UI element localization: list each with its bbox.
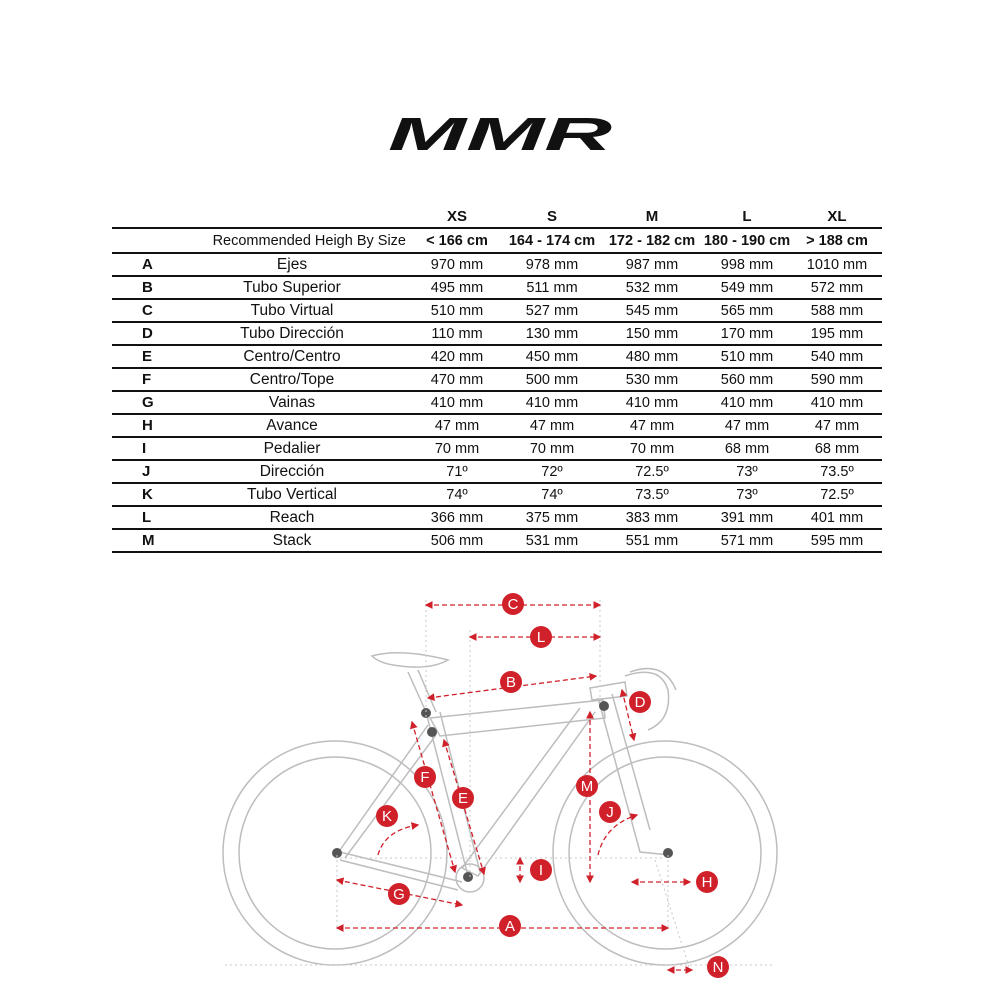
- measure-value: 510 mm: [702, 345, 792, 368]
- measure-value: 47 mm: [702, 414, 792, 437]
- measure-value: 391 mm: [702, 506, 792, 529]
- recommended-height-value: 164 - 174 cm: [502, 228, 602, 253]
- measure-value: 410 mm: [702, 391, 792, 414]
- measure-value: 70 mm: [412, 437, 502, 460]
- recommended-height-label: Recommended Heigh By Size: [112, 228, 412, 253]
- measure-value: 551 mm: [602, 529, 702, 552]
- measure-value: 506 mm: [412, 529, 502, 552]
- recommended-height-value: 172 - 182 cm: [602, 228, 702, 253]
- measure-value: 998 mm: [702, 253, 792, 276]
- measure-value: 74º: [412, 483, 502, 506]
- stem: [590, 682, 627, 700]
- measure-value: 73.5º: [792, 460, 882, 483]
- geometry-row: [112, 506, 882, 529]
- svg-text:B: B: [505, 674, 517, 691]
- dim-k: [378, 825, 418, 855]
- svg-text:E: E: [457, 790, 469, 807]
- measure-value: 410 mm: [502, 391, 602, 414]
- size-header: XL: [792, 205, 882, 228]
- measure-value: 72º: [502, 460, 602, 483]
- svg-text:F: F: [420, 769, 430, 786]
- badge-n: [707, 956, 729, 978]
- size-header: S: [502, 205, 602, 228]
- recommended-height-value: > 188 cm: [792, 228, 882, 253]
- measure-value: 532 mm: [602, 276, 702, 299]
- measure-value: 572 mm: [792, 276, 882, 299]
- geometry-row: [112, 276, 882, 299]
- bike-geometry-diagram: [200, 580, 800, 990]
- measure-name: Tubo Dirección: [172, 322, 412, 345]
- measure-name: Tubo Vertical: [172, 483, 412, 506]
- measure-value: 590 mm: [792, 368, 882, 391]
- measure-code: A: [112, 253, 172, 276]
- measure-value: 195 mm: [792, 322, 882, 345]
- recommended-height-row: [112, 228, 882, 253]
- measure-value: 470 mm: [412, 368, 502, 391]
- measure-value: 530 mm: [602, 368, 702, 391]
- measure-value: 565 mm: [702, 299, 792, 322]
- badge-h: [696, 871, 718, 893]
- measure-code: D: [112, 322, 172, 345]
- measure-code: K: [112, 483, 172, 506]
- measure-value: 73.5º: [602, 483, 702, 506]
- top-tube: [430, 700, 605, 736]
- geometry-row: [112, 391, 882, 414]
- badge-a: [499, 915, 521, 937]
- measure-value: 987 mm: [602, 253, 702, 276]
- geometry-row: [112, 414, 882, 437]
- measure-name: Ejes: [172, 253, 412, 276]
- measure-value: 495 mm: [412, 276, 502, 299]
- measure-value: 511 mm: [502, 276, 602, 299]
- measure-value: 383 mm: [602, 506, 702, 529]
- geometry-row: [112, 368, 882, 391]
- measure-value: 70 mm: [502, 437, 602, 460]
- measure-code: J: [112, 460, 172, 483]
- size-header-row: [112, 205, 882, 228]
- svg-text:N: N: [712, 959, 724, 976]
- geometry-table: [112, 205, 882, 553]
- measure-value: 560 mm: [702, 368, 792, 391]
- badge-c: [502, 593, 524, 615]
- size-header: L: [702, 205, 792, 228]
- bike-outline: [223, 653, 777, 965]
- measure-value: 510 mm: [412, 299, 502, 322]
- svg-text:G: G: [393, 886, 405, 903]
- svg-text:A: A: [504, 918, 516, 935]
- measure-name: Tubo Virtual: [172, 299, 412, 322]
- measure-name: Stack: [172, 529, 412, 552]
- measure-value: 540 mm: [792, 345, 882, 368]
- recommended-height-value: < 166 cm: [412, 228, 502, 253]
- measure-value: 110 mm: [412, 322, 502, 345]
- badge-f: [414, 766, 436, 788]
- badge-l: [530, 626, 552, 648]
- measure-code: F: [112, 368, 172, 391]
- measure-value: 72.5º: [792, 483, 882, 506]
- mmr-logo: [385, 112, 615, 156]
- measure-value: 595 mm: [792, 529, 882, 552]
- measure-code: G: [112, 391, 172, 414]
- measure-value: 71º: [412, 460, 502, 483]
- measure-name: Tubo Superior: [172, 276, 412, 299]
- measure-code: I: [112, 437, 172, 460]
- geometry-row: [112, 460, 882, 483]
- geometry-row: [112, 345, 882, 368]
- measure-code: M: [112, 529, 172, 552]
- measure-code: B: [112, 276, 172, 299]
- geometry-row: [112, 322, 882, 345]
- measure-value: 480 mm: [602, 345, 702, 368]
- measure-value: 549 mm: [702, 276, 792, 299]
- measure-value: 545 mm: [602, 299, 702, 322]
- measure-code: H: [112, 414, 172, 437]
- svg-text:K: K: [381, 808, 393, 825]
- geometry-row: [112, 299, 882, 322]
- badge-m: [576, 775, 598, 797]
- measure-value: 410 mm: [792, 391, 882, 414]
- saddle: [372, 653, 448, 667]
- measure-value: 150 mm: [602, 322, 702, 345]
- measure-value: 47 mm: [602, 414, 702, 437]
- measure-name: Avance: [172, 414, 412, 437]
- badge-b: [500, 671, 522, 693]
- measure-value: 588 mm: [792, 299, 882, 322]
- measure-name: Dirección: [172, 460, 412, 483]
- badge-g: [388, 883, 410, 905]
- measure-value: 72.5º: [602, 460, 702, 483]
- measure-value: 978 mm: [502, 253, 602, 276]
- size-header: XS: [412, 205, 502, 228]
- measure-value: 47 mm: [412, 414, 502, 437]
- measure-value: 68 mm: [702, 437, 792, 460]
- measure-code: C: [112, 299, 172, 322]
- measure-value: 500 mm: [502, 368, 602, 391]
- logo-text: MMR: [388, 112, 612, 156]
- badge-e: [452, 787, 474, 809]
- badge-i: [530, 859, 552, 881]
- measure-name: Centro/Centro: [172, 345, 412, 368]
- measure-name: Centro/Tope: [172, 368, 412, 391]
- measure-value: 420 mm: [412, 345, 502, 368]
- guide-lines: [225, 600, 775, 970]
- measure-value: 531 mm: [502, 529, 602, 552]
- measure-value: 410 mm: [602, 391, 702, 414]
- measure-value: 410 mm: [412, 391, 502, 414]
- measure-value: 401 mm: [792, 506, 882, 529]
- badge-j: [599, 801, 621, 823]
- measure-value: 970 mm: [412, 253, 502, 276]
- measure-code: E: [112, 345, 172, 368]
- geometry-row: [112, 483, 882, 506]
- measure-name: Vainas: [172, 391, 412, 414]
- measure-value: 73º: [702, 460, 792, 483]
- measure-value: 130 mm: [502, 322, 602, 345]
- svg-text:H: H: [701, 874, 713, 891]
- svg-text:M: M: [580, 778, 594, 795]
- measure-value: 47 mm: [792, 414, 882, 437]
- measure-value: 375 mm: [502, 506, 602, 529]
- measure-value: 170 mm: [702, 322, 792, 345]
- measure-value: 527 mm: [502, 299, 602, 322]
- measure-value: 450 mm: [502, 345, 602, 368]
- seatpost: [408, 670, 436, 712]
- dimension-badges: [376, 593, 729, 978]
- measure-value: 571 mm: [702, 529, 792, 552]
- measure-value: 70 mm: [602, 437, 702, 460]
- svg-text:D: D: [634, 694, 646, 711]
- badge-d: [629, 691, 651, 713]
- badge-k: [376, 805, 398, 827]
- measure-value: 73º: [702, 483, 792, 506]
- geometry-row: [112, 253, 882, 276]
- measure-name: Reach: [172, 506, 412, 529]
- size-header: M: [602, 205, 702, 228]
- recommended-height-value: 180 - 190 cm: [702, 228, 792, 253]
- measure-value: 47 mm: [502, 414, 602, 437]
- measure-value: 68 mm: [792, 437, 882, 460]
- measure-code: L: [112, 506, 172, 529]
- svg-text:I: I: [538, 862, 544, 879]
- measure-value: 1010 mm: [792, 253, 882, 276]
- geometry-row: [112, 529, 882, 552]
- measure-value: 366 mm: [412, 506, 502, 529]
- down-tube: [462, 708, 595, 876]
- svg-text:C: C: [507, 596, 519, 613]
- measure-name: Pedalier: [172, 437, 412, 460]
- svg-text:J: J: [606, 804, 614, 821]
- geometry-row: [112, 437, 882, 460]
- svg-text:L: L: [536, 629, 546, 646]
- measure-value: 74º: [502, 483, 602, 506]
